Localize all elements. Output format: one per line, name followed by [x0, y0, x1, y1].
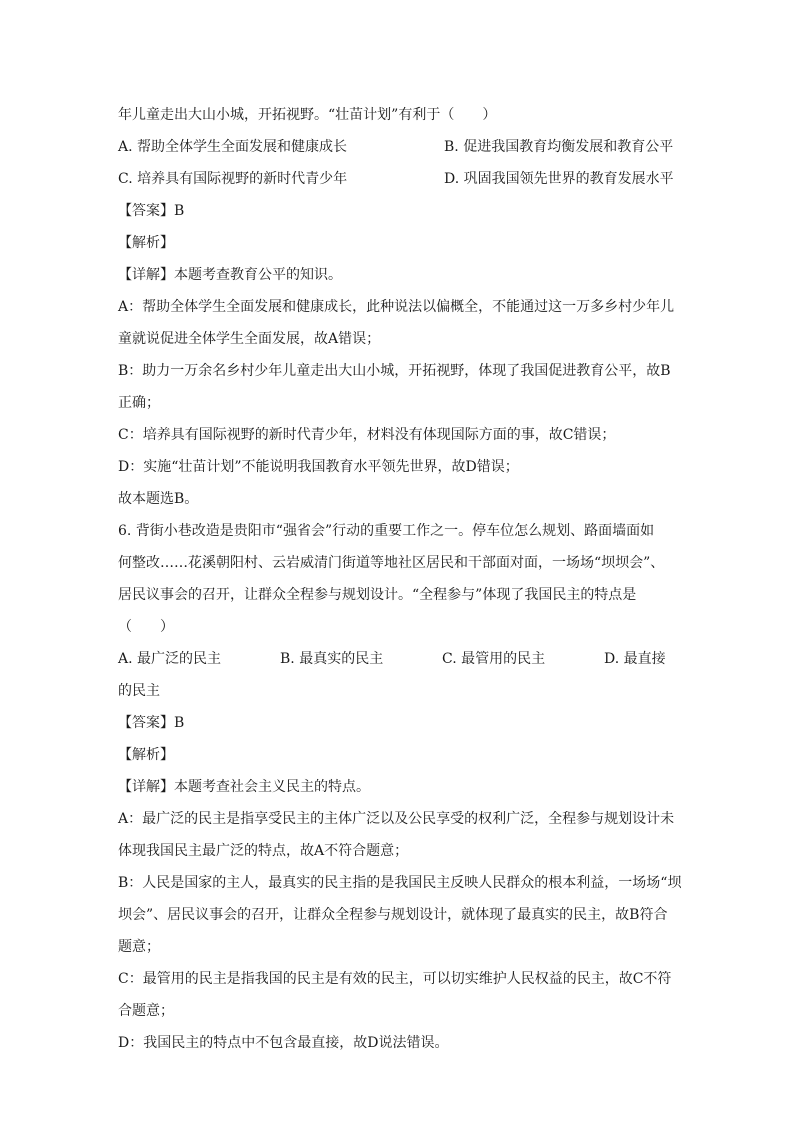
q6-detail-line: A：最广泛的民主是指享受民主的主体广泛以及公民享受的权利广泛，全程参与规划设计未 [118, 811, 675, 827]
q6-detail-line: 【详解】本题考查社会主义民主的特点。 [118, 779, 370, 795]
q5-detail-line: 正确； [118, 395, 160, 411]
page-content [118, 99, 682, 1059]
q6-detail-line: 坝会”、居民议事会的召开，让群众全程参与规划设计，就体现了最真实的民主，故B符合 [118, 907, 668, 923]
q5-detail-line: 【详解】本题考查教育公平的知识。 [118, 267, 342, 283]
q6-stem-line: （ ） [118, 619, 174, 635]
q5-stem-tail: 年儿童走出大山小城，开拓视野。“壮苗计划”有利于（ ） [118, 107, 497, 123]
q6-detail-line: 体现我国民主最广泛的特点，故A不符合题意； [118, 843, 409, 859]
q5-detail-line: 童就说促进全体学生全面发展，故A错误； [118, 331, 381, 347]
q6-detail-line: D：我国民主的特点中不包含最直接，故D说法错误。 [118, 1035, 449, 1051]
q6-answer: 【答案】B [118, 715, 185, 731]
q6-stem-line: 何整改……花溪朝阳村、云岩威清门街道等地社区居民和干部面对面，一场场“坝坝会”、 [118, 555, 665, 571]
q6-detail-line: 合题意； [118, 1003, 174, 1019]
q5-answer: 【答案】B [118, 203, 185, 219]
q6-option-wrap: 的民主 [118, 683, 160, 699]
q5-detail-line: B：助力一万余名乡村少年儿童走出大山小城，开拓视野，体现了我国促进教育公平，故B [118, 363, 671, 379]
q6-option-b: B. 最真实的民主 [280, 651, 384, 667]
q5-option-d: D. 巩固我国领先世界的教育发展水平 [444, 171, 674, 187]
q6-detail-line: B：人民是国家的主人，最真实的民主指的是我国民主反映人民群众的根本利益，一场场“坝 [118, 875, 682, 891]
q5-option-b: B. 促进我国教育均衡发展和教育公平 [444, 139, 674, 155]
q5-options-row-2 [118, 163, 678, 195]
q6-option-d: D. 最直接 [604, 651, 666, 667]
q5-detail-line: D：实施“壮苗计划”不能说明我国教育水平领先世界，故D错误； [118, 459, 519, 475]
q5-analysis-label: 【解析】 [118, 235, 174, 251]
q6-option-c: C. 最管用的民主 [442, 651, 546, 667]
q6-stem-line: 居民议事会的召开，让群众全程参与规划设计。“全程参与”体现了我国民主的特点是 [118, 587, 637, 603]
q5-options-row-1 [118, 131, 678, 163]
q6-option-a: A. 最广泛的民主 [118, 651, 222, 667]
q6-analysis-label: 【解析】 [118, 747, 174, 763]
q5-option-c: C. 培养具有国际视野的新时代青少年 [118, 171, 348, 187]
q5-detail-line: A：帮助全体学生全面发展和健康成长，此种说法以偏概全，不能通过这一万多乡村少年儿 [118, 299, 675, 315]
q6-detail-line: 题意； [118, 939, 160, 955]
q6-options-row [118, 643, 678, 675]
q5-detail-line: 故本题选B。 [118, 491, 199, 507]
q6-stem-line: 6. 背街小巷改造是贵阳市“强省会”行动的重要工作之一。停车位怎么规划、路面墙面如 [118, 523, 655, 539]
q6-detail-line: C：最管用的民主是指我国的民主是有效的民主，可以切实维护人民权益的民主，故C不符 [118, 971, 672, 987]
q5-detail-line: C：培养具有国际视野的新时代青少年，材料没有体现国际方面的事，故C错误； [118, 427, 616, 443]
q5-option-a: A. 帮助全体学生全面发展和健康成长 [118, 139, 348, 155]
